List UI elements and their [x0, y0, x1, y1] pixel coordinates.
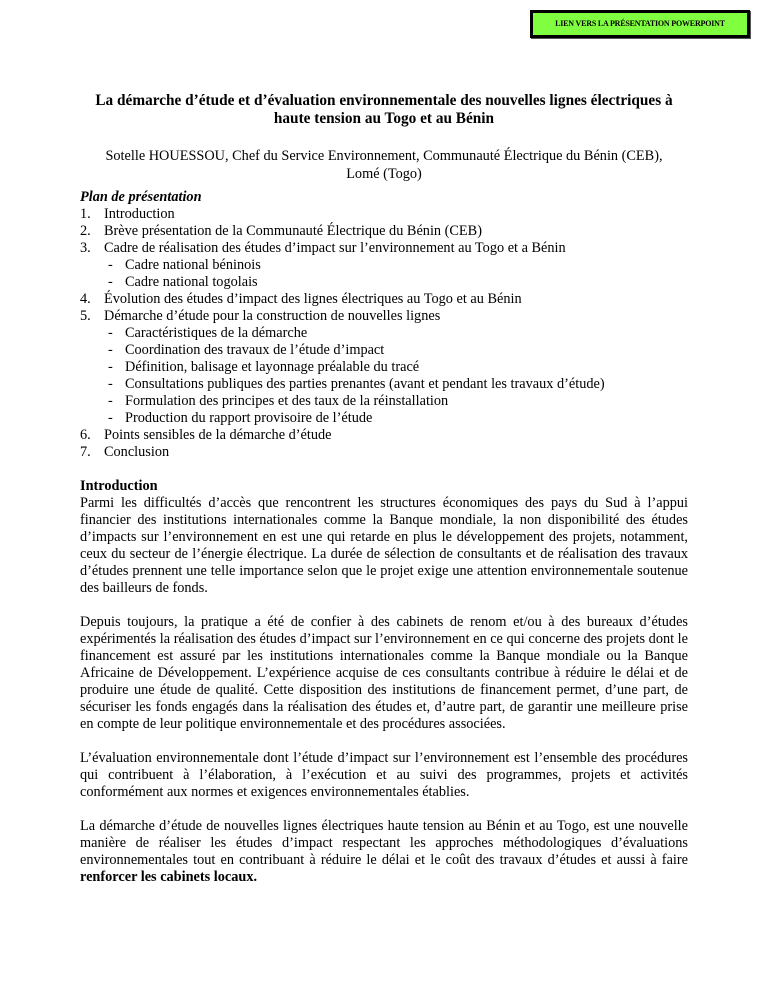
plan-item	[80, 206, 688, 223]
plan-subitem-label: Formulation des principes et des taux de la réinstallation	[125, 393, 449, 409]
plan-subitem-label: Définition, balisage et layonnage préalable du tracé	[125, 359, 420, 375]
plan-item-number: 6.	[80, 427, 91, 443]
dash-bullet: -	[108, 325, 113, 341]
plan-subitem-label: Consultations publiques des parties prenantes (avant et pendant les travaux d’étude)	[125, 376, 605, 392]
powerpoint-link-button[interactable]: LIEN VERS LA PRÉSENTATION POWERPOINT	[530, 10, 750, 38]
paragraph: Parmi les difficultés d’accès que rencontrent les structures économiques des pays du Sud à l’appui financier des institutions internationales comme la Banque mondiale, la non disponibilité des études d’impacts sur l’environnement en est une qui retarde en plus le développement des projets, notamment, ceux du secteur de l’énergie électrique. La durée de sélection de consultants et de réalisation des travaux d’études prennent une telle importance selon que le projet exige une attention environnementale soutenue des bailleurs de fonds.	[80, 495, 688, 596]
plan-item-label: Démarche d’étude pour la construction de nouvelles lignes	[104, 308, 441, 324]
paragraph: L’évaluation environnementale dont l’étude d’impact sur l’environnement est l’ensemble des procédures qui contribuent à l’élaboration, à l’exécution et au suivi des programmes, projets et activités conformément aux normes et exigences environnementales établies.	[80, 750, 688, 800]
plan-subitem	[80, 359, 688, 376]
plan-subitem-label: Production du rapport provisoire de l’étude	[125, 410, 373, 426]
dash-bullet: -	[108, 410, 113, 426]
plan-subitem	[80, 274, 688, 291]
plan-item-label: Cadre de réalisation des études d’impact sur l’environnement au Togo et a Bénin	[104, 240, 566, 256]
plan-item-number: 7.	[80, 444, 91, 460]
plan-subitem	[80, 410, 688, 427]
plan-item	[80, 308, 688, 427]
plan-item-label: Introduction	[104, 206, 175, 222]
dash-bullet: -	[108, 393, 113, 409]
paragraph-bold-text: renforcer les cabinets locaux.	[80, 869, 258, 885]
dash-bullet: -	[108, 359, 113, 375]
plan-title: Plan de présentation	[80, 189, 202, 205]
plan-item	[80, 444, 688, 461]
plan-subitem	[80, 376, 688, 393]
plan-subitem-label: Cadre national béninois	[125, 257, 261, 273]
document-content	[80, 92, 688, 903]
plan-subitem	[80, 257, 688, 274]
plan-item-label: Conclusion	[104, 444, 170, 460]
plan-item-number: 4.	[80, 291, 91, 307]
author-location: Lomé (Togo)	[346, 166, 422, 182]
paragraph-text: La démarche d’étude de nouvelles lignes électriques haute tension au Bénin et au Togo, est une nouvelle manière de réaliser les études d’impact respectant les approches méthodologiques d’évaluations environnementales tout en contribuant à réduire le délai et le coût des travaux d’études et aussi à faire	[80, 818, 688, 868]
plan-item-label: Brève présentation de la Communauté Électrique du Bénin (CEB)	[104, 223, 482, 239]
dash-bullet: -	[108, 342, 113, 358]
plan-item	[80, 427, 688, 444]
dash-bullet: -	[108, 376, 113, 392]
plan-subitem-label: Cadre national togolais	[125, 274, 258, 290]
plan-item-label: Évolution des études d’impact des lignes électriques au Togo et au Bénin	[104, 291, 522, 307]
plan-subitem-label: Caractéristiques de la démarche	[125, 325, 308, 341]
plan-item	[80, 240, 688, 291]
plan-item-number: 1.	[80, 206, 91, 222]
plan-item-number: 3.	[80, 240, 91, 256]
plan-item-label: Points sensibles de la démarche d’étude	[104, 427, 332, 443]
intro-heading: Introduction	[80, 478, 158, 494]
author-name: Sotelle HOUESSOU, Chef du Service Environnement, Communauté Électrique du Bénin (CEB),	[105, 148, 663, 164]
plan-item	[80, 223, 688, 240]
plan-list	[80, 206, 688, 461]
plan-item-number: 2.	[80, 223, 91, 239]
plan-item-number: 5.	[80, 308, 91, 324]
plan-subitem-label: Coordination des travaux de l’étude d’impact	[125, 342, 385, 358]
document-title: La démarche d’étude et d’évaluation environnementale des nouvelles lignes électriques à haute tension au Togo et au Bénin	[95, 92, 673, 127]
plan-subitem	[80, 325, 688, 342]
plan-subitem	[80, 393, 688, 410]
paragraph: Depuis toujours, la pratique a été de confier à des cabinets de renom et/ou à des bureaux d’études expérimentés la réalisation des études d’impact sur l’environnement en ce qui concerne des projets dont le financement est assuré par les institutions internationales comme la Banque mondiale ou la Banque Africaine de Développement. L’expérience acquise de ces consultants contribue à réduire le délai et de produire une étude de qualité. Cette disposition des institutions de financement permet, d’une part, de sécuriser les fonds engagés dans la réalisation des études et, d’autre part, de garantir une meilleure prise en compte de leur politique environnementale et des procédures associées.	[80, 614, 688, 732]
plan-item	[80, 291, 688, 308]
plan-subitem	[80, 342, 688, 359]
author-line	[80, 147, 688, 183]
dash-bullet: -	[108, 274, 113, 290]
paragraph	[80, 818, 688, 886]
dash-bullet: -	[108, 257, 113, 273]
